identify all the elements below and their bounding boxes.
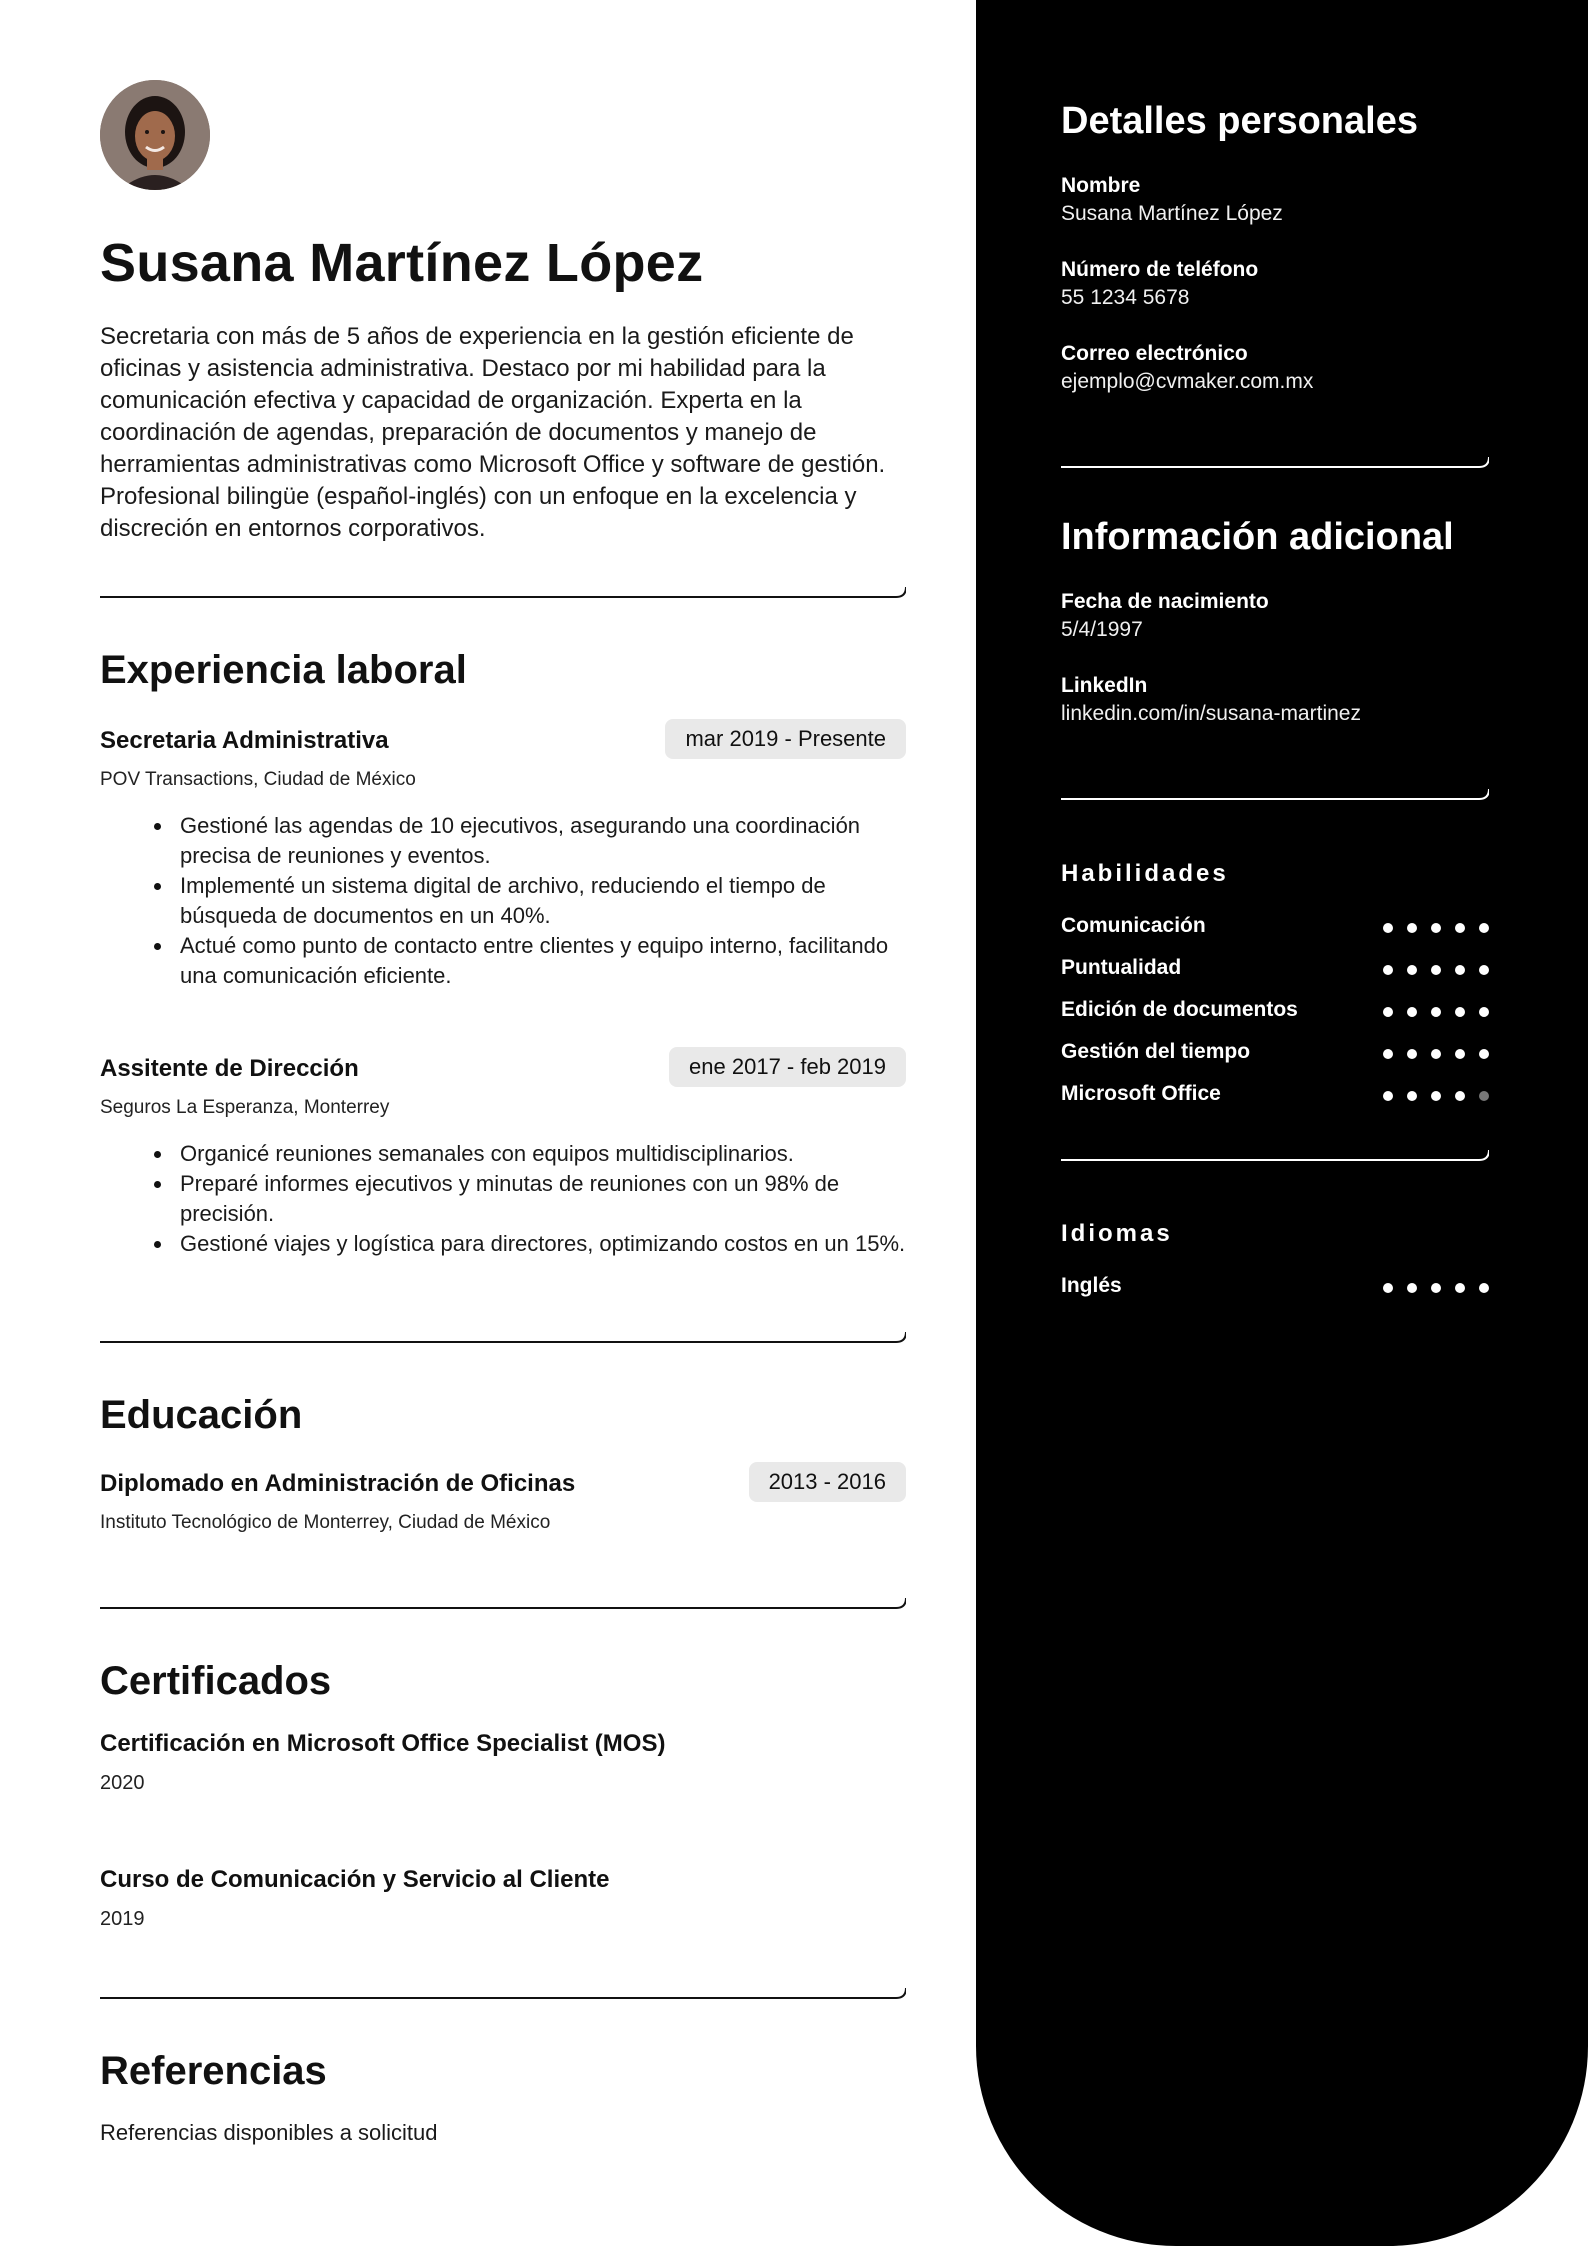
rating-dot-filled [1383,965,1393,975]
language-row [1061,1274,1489,1304]
rating-dot-filled [1407,1283,1417,1293]
profile-summary: Secretaria con más de 5 años de experiencia en la gestión eficiente de oficinas y asistencia administrativa. Destaco por mi habilidad para la comunicación efectiva y capacidad de organización. Experta en la coordinación de agendas, preparación de documentos y manejo de herramientas administrativas como Microsoft Office y software de gestión. Profesional bilingüe (español-inglés) con un enfoque en la excelencia y discreción en entornos corporativos. [100,323,886,542]
rating-dot-filled [1479,1049,1489,1059]
job-title: Assitente de Dirección [100,1055,359,1082]
experience-entry [100,1055,906,1335]
rating-dot-filled [1455,1091,1465,1101]
section-divider [100,1327,906,1343]
rating-dot-filled [1407,1049,1417,1059]
education-heading: Educación [100,1393,303,1437]
skill-name: Edición de documentos [1061,998,1298,1021]
rating-dot-filled [1383,1091,1393,1101]
rating-dot-filled [1479,965,1489,975]
achievement-item: Gestioné viajes y logística para directores, optimizando costos en un 15%. [180,1229,906,1259]
certificate-title: Curso de Comunicación y Servicio al Cliente [100,1866,610,1893]
achievement-item: Actué como punto de contacto entre clientes y equipo interno, facilitando una comunicación eficiente. [180,931,906,991]
certificate-year: 2019 [100,1908,145,1930]
achievement-item: Organicé reuniones semanales con equipos multidisciplinarios. [180,1139,906,1169]
job-title: Secretaria Administrativa [100,727,389,754]
skill-rating [1383,965,1489,975]
sidebar-divider [1061,452,1489,468]
section-divider [100,1593,906,1609]
field-label: Nombre [1061,174,1141,197]
job-company: Seguros La Esperanza, Monterrey [100,1097,390,1118]
job-company: POV Transactions, Ciudad de México [100,769,416,790]
achievement-item: Gestioné las agendas de 10 ejecutivos, asegurando una coordinación precisa de reuniones y eventos. [180,811,906,871]
field-value: linkedin.com/in/susana-martinez [1061,702,1361,725]
skill-name: Gestión del tiempo [1061,1040,1251,1063]
rating-dot-filled [1479,923,1489,933]
field-label: Número de teléfono [1061,258,1259,281]
avatar [100,80,210,190]
school-name: Instituto Tecnológico de Monterrey, Ciudad de México [100,1512,551,1533]
education-entry [100,1470,906,1550]
rating-dot-filled [1407,1007,1417,1017]
skills-heading: Habilidades [1061,860,1229,887]
additional-info-heading: Información adicional [1061,516,1454,558]
rating-dot-filled [1431,923,1441,933]
field-value: 5/4/1997 [1061,618,1143,641]
degree-title: Diplomado en Administración de Oficinas [100,1470,576,1497]
rating-dot-filled [1407,1091,1417,1101]
field-label: LinkedIn [1061,674,1148,697]
date-badge: mar 2019 - Presente [665,719,906,759]
rating-dot-empty [1479,1091,1489,1101]
skill-rating [1383,1007,1489,1017]
skill-name: Puntualidad [1061,956,1182,979]
rating-dot-filled [1455,1007,1465,1017]
candidate-name: Susana Martínez López [100,233,704,293]
field-label: Fecha de nacimiento [1061,590,1269,613]
rating-dot-filled [1383,1007,1393,1017]
skill-row [1061,1082,1489,1112]
achievement-list [100,811,906,991]
date-badge: ene 2017 - feb 2019 [669,1047,906,1087]
field-value: Susana Martínez López [1061,202,1283,225]
personal-details-heading: Detalles personales [1061,100,1418,142]
field-value: 55 1234 5678 [1061,286,1190,309]
experience-entry [100,727,906,1007]
language-rating [1383,1283,1489,1293]
skill-row [1061,998,1489,1028]
rating-dot-filled [1431,1049,1441,1059]
rating-dot-filled [1431,965,1441,975]
skill-rating [1383,923,1489,933]
skill-name: Comunicación [1061,914,1206,937]
certificate-year: 2020 [100,1772,145,1794]
rating-dot-filled [1479,1283,1489,1293]
skill-row [1061,1040,1489,1070]
achievement-list [100,1139,906,1259]
rating-dot-filled [1383,1049,1393,1059]
rating-dot-filled [1455,923,1465,933]
rating-dot-filled [1383,923,1393,933]
rating-dot-filled [1407,923,1417,933]
field-value: ejemplo@cvmaker.com.mx [1061,370,1314,393]
rating-dot-filled [1383,1283,1393,1293]
rating-dot-filled [1455,1283,1465,1293]
sidebar [976,0,1588,2246]
skill-name: Microsoft Office [1061,1082,1221,1105]
section-divider [100,1983,906,1999]
field-label: Correo electrónico [1061,342,1248,365]
sidebar-divider [1061,1145,1489,1161]
certificates-heading: Certificados [100,1659,332,1703]
rating-dot-filled [1455,965,1465,975]
rating-dot-filled [1407,965,1417,975]
certificate-title: Certificación en Microsoft Office Specialist (MOS) [100,1730,666,1757]
languages-heading: Idiomas [1061,1220,1173,1247]
skill-row [1061,914,1489,944]
experience-heading: Experiencia laboral [100,648,467,692]
rating-dot-filled [1479,1007,1489,1017]
skill-rating [1383,1049,1489,1059]
sidebar-divider [1061,784,1489,800]
achievement-item: Preparé informes ejecutivos y minutas de reuniones con un 98% de precisión. [180,1169,906,1229]
references-heading: Referencias [100,2049,327,2093]
profile-photo [100,80,210,190]
skill-rating [1383,1091,1489,1101]
rating-dot-filled [1455,1049,1465,1059]
skill-row [1061,956,1489,986]
rating-dot-filled [1431,1007,1441,1017]
references-text: Referencias disponibles a solicitud [100,2120,438,2145]
rating-dot-filled [1431,1091,1441,1101]
date-badge: 2013 - 2016 [749,1462,906,1502]
section-divider [100,582,906,598]
language-name: Inglés [1061,1274,1122,1297]
certificate-entry [100,1730,665,1795]
certificate-entry [100,1866,609,1931]
rating-dot-filled [1431,1283,1441,1293]
achievement-item: Implementé un sistema digital de archivo, reduciendo el tiempo de búsqueda de documentos en un 40%. [180,871,906,931]
